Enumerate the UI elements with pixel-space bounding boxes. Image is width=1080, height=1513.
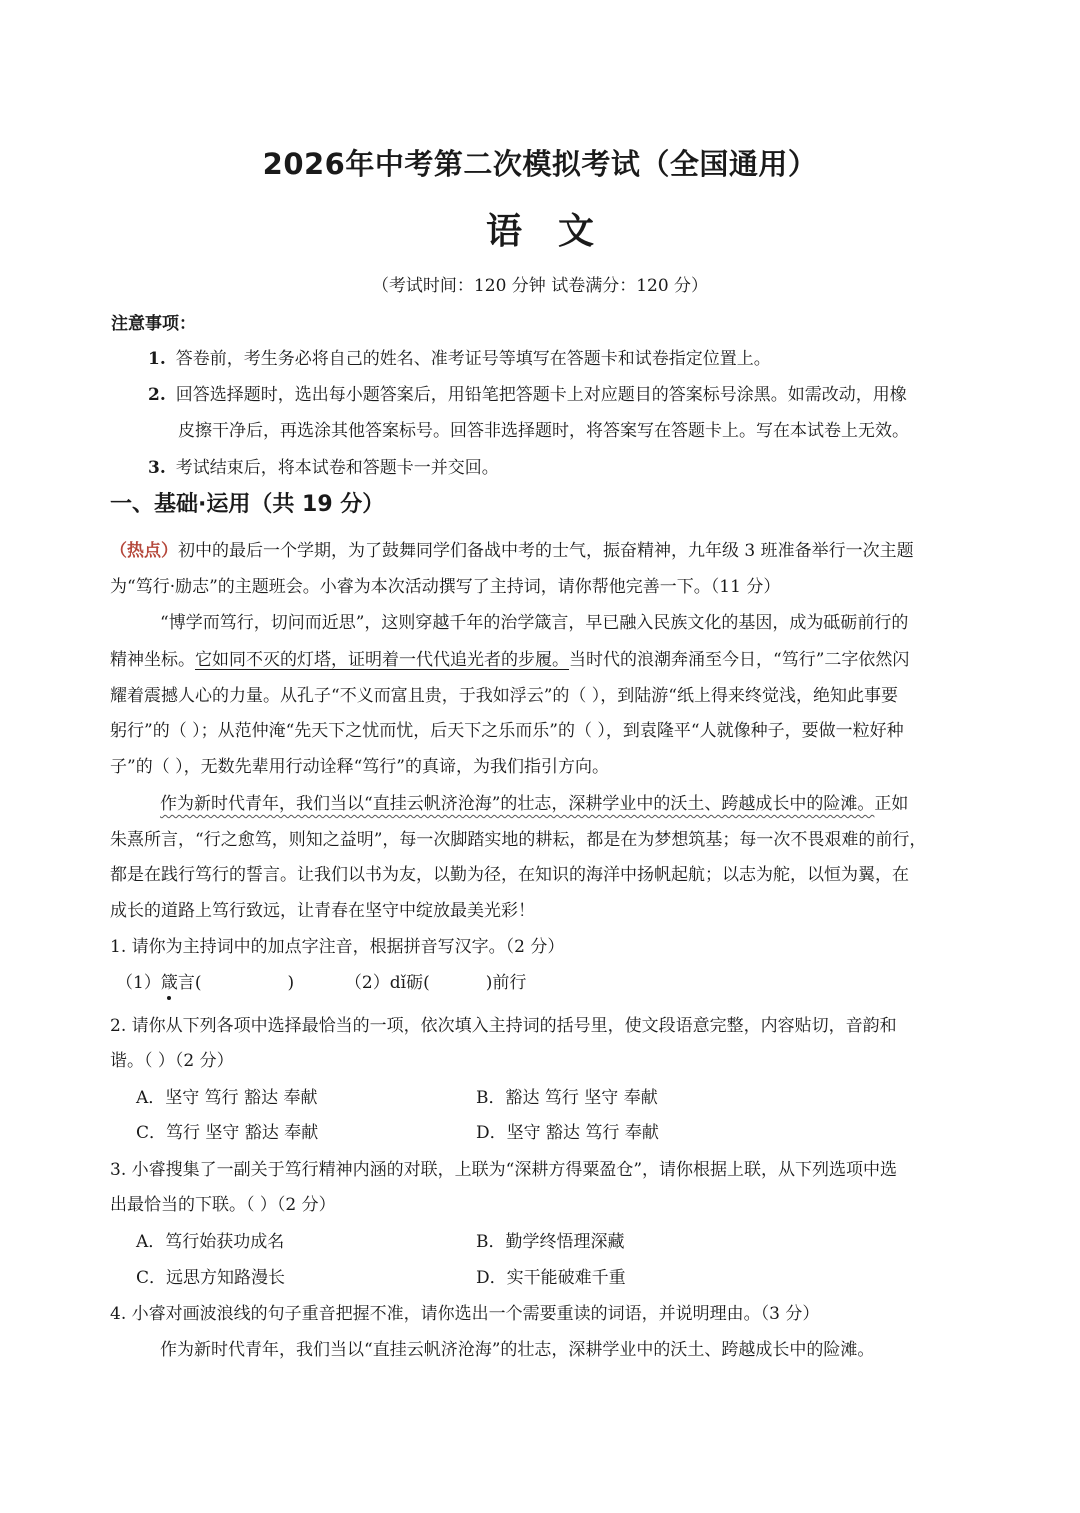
para2-line-1: 作为新时代青年，我们当以“直挂云帆济沧海”的壮志，深耕学业中的沃土、跨越成长中的险滩。正如 xyxy=(160,794,909,814)
question-2-option-a: A．坚守 笃行 豁达 奉献 xyxy=(136,1088,318,1108)
question-2-option-b: B．豁达 笃行 坚守 奉献 xyxy=(476,1088,658,1108)
notice-item-1: 1. 答卷前，考生务必将自己的姓名、准考证号等填写在答题卡和试卷指定位置上。 xyxy=(148,349,771,369)
hot-tag: （热点） xyxy=(110,541,178,561)
para1-line-3: 耀着震撼人心的力量。从孔子“不义而富且贵，于我如浮云”的（ ），到陆游“纸上得来终觉浅，绝知此事要 xyxy=(110,686,898,706)
para1-line-4: 躬行”的（ ）；从范仲淹“先天下之忧而忧，后天下之乐而乐”的（ ），到袁隆平“人就像种子，要做一粒好种 xyxy=(110,721,904,741)
question-2-stem-2: 谐。（ ）（2 分） xyxy=(110,1051,234,1071)
question-4-quote: 作为新时代青年，我们当以“直挂云帆济沧海”的壮志，深耕学业中的沃土、跨越成长中的险滩。 xyxy=(160,1340,875,1360)
question-4-stem: 4. 小睿对画波浪线的句子重音把握不准，请你选出一个需要重读的词语，并说明理由。（3 分） xyxy=(110,1304,820,1324)
exam-meta: （考试时间：120 分钟 试卷满分：120 分） xyxy=(371,276,709,296)
exam-title: 2026年中考第二次模拟考试（全国通用） xyxy=(262,147,818,181)
question-2-option-d: D．坚守 豁达 笃行 奉献 xyxy=(476,1123,659,1143)
underlined-sentence: 它如同不灭的灯塔，证明着一代代追光者的步履。 xyxy=(195,650,569,670)
question-3-stem-1: 3. 小睿搜集了一副关于笃行精神内涵的对联，上联为“深耕方得粟盈仓”，请你根据上联，从下列选项中选 xyxy=(110,1160,898,1180)
question-3-option-a: A．笃行始获功成名 xyxy=(136,1232,285,1252)
dotted-character: 箴 xyxy=(160,973,178,993)
para2-line-3: 都是在践行笃行的誓言。让我们以书为友，以勤为径，在知识的海洋中扬帆起航；以志为舵，以恒为翼，在 xyxy=(110,865,909,885)
notice-item-2-cont: 皮擦干净后，再选涂其他答案标号。回答非选择题时，将答案写在答题卡上。写在本试卷上无效。 xyxy=(178,421,909,441)
para1-line-2: 精神坐标。它如同不灭的灯塔，证明着一代代追光者的步履。当时代的浪潮奔涌至今日，“笃行”二字依然闪 xyxy=(110,650,910,670)
para1-line-1: “博学而笃行，切问而近思”，这则穿越千年的治学箴言，早已融入民族文化的基因，成为砥砺前行的 xyxy=(160,613,909,633)
question-3-option-d: D．实干能破难千重 xyxy=(476,1268,626,1288)
para2-line-4: 成长的道路上笃行致远，让青春在坚守中绽放最美光彩！ xyxy=(110,901,535,921)
notice-item-2: 2. 回答选择题时，选出每小题答案后，用铅笔把答题卡上对应题目的答案标号涂黑。如需改动，用橡 xyxy=(148,385,907,405)
subject-title: 语文 xyxy=(485,211,630,252)
section-heading: 一、基础·运用（共 19 分） xyxy=(110,492,385,517)
question-3-option-c: C．远思方知路漫长 xyxy=(136,1268,286,1288)
notice-heading: 注意事项： xyxy=(111,314,196,334)
wavy-sentence: 作为新时代青年，我们当以“直挂云帆济沧海”的壮志，深耕学业中的沃土、跨越成长中的险滩。 xyxy=(160,794,875,814)
intro-line-2: 为“笃行·励志”的主题班会。小睿为本次活动撰写了主持词，请你帮他完善一下。（11 分） xyxy=(110,577,781,597)
question-3-option-b: B．勤学终悟理深藏 xyxy=(476,1232,625,1252)
intro-line-1: （热点）初中的最后一个学期，为了鼓舞同学们备战中考的士气，振奋精神，九年级 3 班准备举行一次主题 xyxy=(110,541,914,561)
para1-line-5: 子”的（ ），无数先辈用行动诠释“笃行”的真谛，为我们指引方向。 xyxy=(110,757,609,777)
notice-item-3: 3. 考试结束后，将本试卷和答题卡一并交回。 xyxy=(148,458,499,478)
para2-line-2: 朱熹所言，“行之愈笃，则知之益明”，每一次脚踏实地的耕耘，都是在为梦想筑基；每一次不畏艰难的前行， xyxy=(110,830,927,850)
question-2-option-c: C．笃行 坚守 豁达 奉献 xyxy=(136,1123,319,1143)
question-3-stem-2: 出最恰当的下联。（ ）（2 分） xyxy=(110,1195,336,1215)
question-2-stem-1: 2. 请你从下列各项中选择最恰当的一项，依次填入主持词的括号里，使文段语意完整，内容贴切，音韵和 xyxy=(110,1016,897,1036)
question-1-parts: （1）箴言( ) （2）dǐ砺( )前行 xyxy=(116,973,527,993)
question-1-stem: 1. 请你为主持词中的加点字注音，根据拼音写汉字。（2 分） xyxy=(110,937,565,957)
